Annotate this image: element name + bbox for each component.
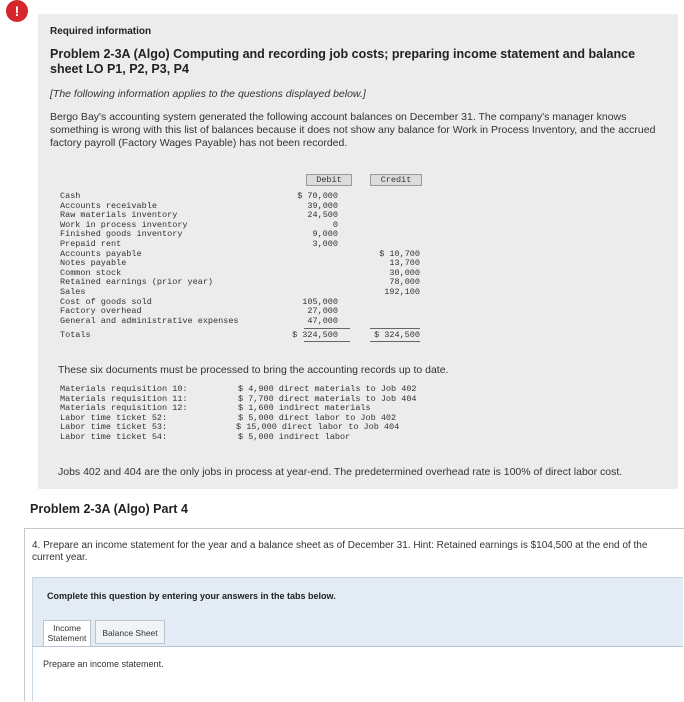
credit-total-rule	[370, 328, 420, 329]
account-name-cell: Sales	[60, 287, 86, 297]
account-debit-cell: $ 70,000	[297, 191, 338, 201]
account-debit-cell: 24,500	[307, 210, 338, 221]
document-description: $ 7,700 direct materials to Job 404	[238, 393, 417, 404]
account-name-cell: Common stock	[60, 267, 122, 278]
part-title: Problem 2-3A (Algo) Part 4	[30, 502, 188, 516]
tab-prompt: Prepare an income statement.	[43, 659, 164, 669]
part-instruction: 4. Prepare an income statement for the year and a balance sheet as of December 31. Hint: Retained earnings is $104,500 at the end of the current year.	[32, 540, 648, 563]
document-name: Materials requisition 12:	[60, 403, 188, 414]
document-name: Labor time ticket 53:	[60, 422, 168, 433]
problem-title: Problem 2-3A (Algo) Computing and recording job costs; preparing income statement and balance sheet LO P1, P2, P3, P4	[50, 47, 636, 76]
account-name-cell: Accounts receivable	[60, 200, 157, 211]
account-name-cell: Raw materials inventory	[60, 210, 178, 221]
account-name-cell: Notes payable	[60, 258, 127, 269]
tab-income-statement[interactable]: Income Statement	[43, 620, 91, 646]
account-name-cell: Factory overhead	[60, 306, 142, 317]
account-debit-cell: 47,000	[307, 315, 338, 326]
account-name-cell: Retained earnings (prior year)	[60, 277, 214, 288]
totals-name-cell: Totals	[60, 330, 91, 341]
account-name-cell: Prepaid rent	[60, 239, 122, 249]
answer-panel	[32, 577, 683, 701]
document-description: $ 4,900 direct materials to Job 402	[238, 384, 417, 394]
credit-header: Credit	[370, 174, 422, 186]
complete-instructions: Complete this question by entering your answers in the tabs below.	[47, 591, 336, 601]
intro-note: [The following information applies to the questions displayed below.]	[50, 88, 366, 100]
required-information-panel	[38, 14, 678, 489]
account-debit-cell: 105,000	[302, 296, 338, 307]
debit-header: Debit	[306, 174, 352, 186]
document-name: Labor time ticket 54:	[60, 432, 168, 442]
debit-total-rule	[304, 328, 350, 329]
documents-intro: These six documents must be processed to bring the accounting records up to date.	[58, 364, 449, 376]
account-credit-cell: 78,000	[389, 277, 420, 288]
document-name: Materials requisition 11:	[60, 393, 188, 404]
account-name-cell: Work in process inventory	[60, 219, 188, 230]
account-debit-cell: 39,000	[307, 200, 338, 211]
intro-paragraph: Bergo Bay's accounting system generated the following account balances on December 31. The company's manager knows something is wrong with this list of balances because it does not show any balance for Work in Process Inventory, and the accrued factory payroll (Factory Wages Payable) has not been recorded.	[50, 111, 656, 149]
document-description: $ 15,000 direct labor to Job 404	[236, 422, 400, 433]
year-end-note: Jobs 402 and 404 are the only jobs in process at year-end. The predetermined overhead rate is 100% of direct labor cost.	[58, 466, 623, 478]
tab-content	[33, 646, 683, 702]
documents-list	[58, 384, 658, 448]
account-balances-table	[58, 174, 420, 352]
account-credit-cell: 30,000	[389, 267, 420, 278]
account-name-cell: General and administrative expenses	[60, 315, 239, 326]
required-information-label: Required information	[50, 26, 152, 37]
document-name: Labor time ticket 52:	[60, 412, 168, 423]
alert-icon: !	[6, 0, 28, 22]
account-name-cell: Cash	[60, 191, 81, 201]
account-name-cell: Finished goods inventory	[60, 229, 183, 240]
document-description: $ 5,000 indirect labor	[238, 432, 351, 442]
totals-credit-cell: $ 324,500	[374, 330, 420, 341]
account-credit-cell: $ 10,700	[379, 248, 420, 259]
document-description: $ 5,000 direct labor to Job 402	[238, 412, 397, 423]
account-debit-cell: 3,000	[312, 239, 338, 249]
account-credit-cell: 13,700	[389, 258, 420, 269]
account-name-cell: Accounts payable	[60, 248, 142, 259]
totals-debit-cell: $ 324,500	[292, 330, 338, 341]
document-name: Materials requisition 10:	[60, 384, 188, 394]
tab-balance-sheet[interactable]: Balance Sheet	[95, 620, 165, 644]
credit-double-rule	[370, 341, 420, 342]
document-description: $ 1,600 indirect materials	[238, 403, 371, 414]
account-debit-cell: 27,000	[307, 306, 338, 317]
debit-double-rule	[304, 341, 350, 342]
account-debit-cell: 0	[332, 219, 338, 230]
account-debit-cell: 9,000	[312, 229, 338, 240]
account-name-cell: Cost of goods sold	[60, 296, 152, 307]
account-credit-cell: 192,100	[384, 287, 420, 297]
